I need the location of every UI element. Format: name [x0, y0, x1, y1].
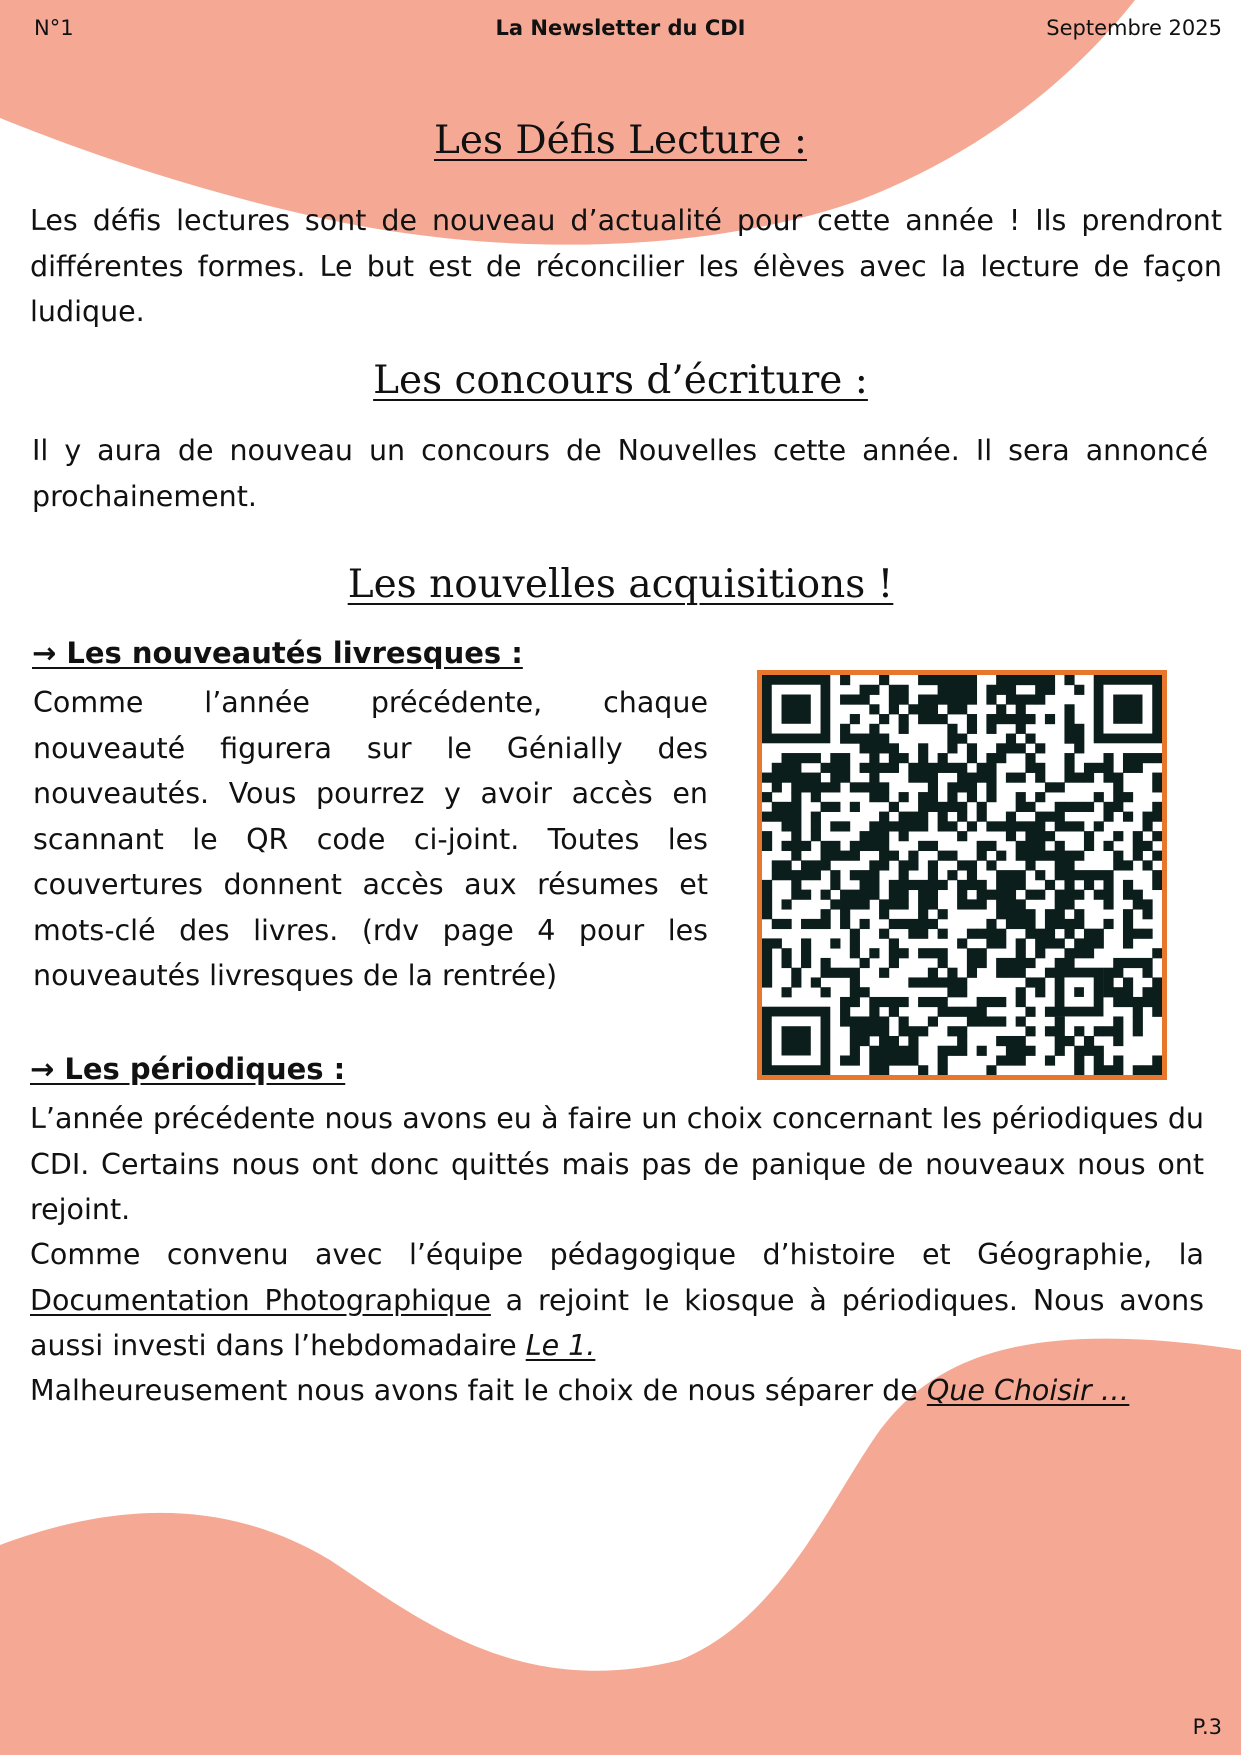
issue-number: N°1: [34, 16, 74, 40]
nouveautes-text: Comme l’année précédente, chaque nouveauté figurera sur le Génially des nouveautés. Vous pourrez y avoir accès en scannant le QR code ci-joint. Toutes les couvertures donnent accès aux résumes et mots-clé des livres. (rdv page 4 pour les nouveautés livresques de la rentrée): [33, 686, 708, 992]
subheading-nouveautes: → Les nouveautés livresques :: [32, 636, 523, 670]
defis-text: Les défis lectures sont de nouveau d’actualité pour cette année ! Ils prendront différentes formes. Le but est de réconcilier les élèves avec la lecture de façon ludique.: [30, 204, 1222, 328]
page-number: P.3: [1192, 1715, 1222, 1739]
periodiques-text-1: L’année précédente nous avons eu à faire un choix concernant les périodiques du CDI. Certains nous ont donc quittés mais pas de panique de nouveaux nous ont rejoint.: [30, 1102, 1204, 1226]
periodiques-text-3: [30, 1368, 1204, 1414]
periodiques-text-2: [30, 1232, 1204, 1369]
subheading-periodiques: → Les périodiques :: [30, 1052, 346, 1086]
newsletter-title: La Newsletter du CDI: [495, 16, 746, 40]
magazine-le-1: Le 1.: [525, 1329, 596, 1362]
concours-text: Il y aura de nouveau un concours de Nouvelles cette année. Il sera annoncé prochainement.: [32, 434, 1208, 513]
periodiques-text-2a: Comme convenu avec l’équipe pédagogique d’histoire et Géographie, la: [30, 1238, 1204, 1271]
qr-code[interactable]: [757, 670, 1167, 1080]
documentation-photographique-link[interactable]: Documentation Photographique: [30, 1283, 491, 1317]
section-title-acquisitions: Les nouvelles acquisitions !: [347, 562, 894, 607]
section-title-concours: Les concours d’écriture :: [373, 358, 868, 403]
periodiques-text-3a: Malheureusement nous avons fait le choix de nous séparer de: [30, 1374, 927, 1407]
qr-code-pattern: [762, 675, 1162, 1075]
issue-date: Septembre 2025: [1046, 16, 1222, 40]
section-title-defis: Les Défis Lecture :: [433, 118, 808, 163]
magazine-que-choisir: Que Choisir …: [926, 1374, 1130, 1407]
periodiques-text-2b: a rejoint le kiosque à périodiques. Nous avons aussi investi dans l’hebdomadaire: [30, 1283, 1204, 1362]
